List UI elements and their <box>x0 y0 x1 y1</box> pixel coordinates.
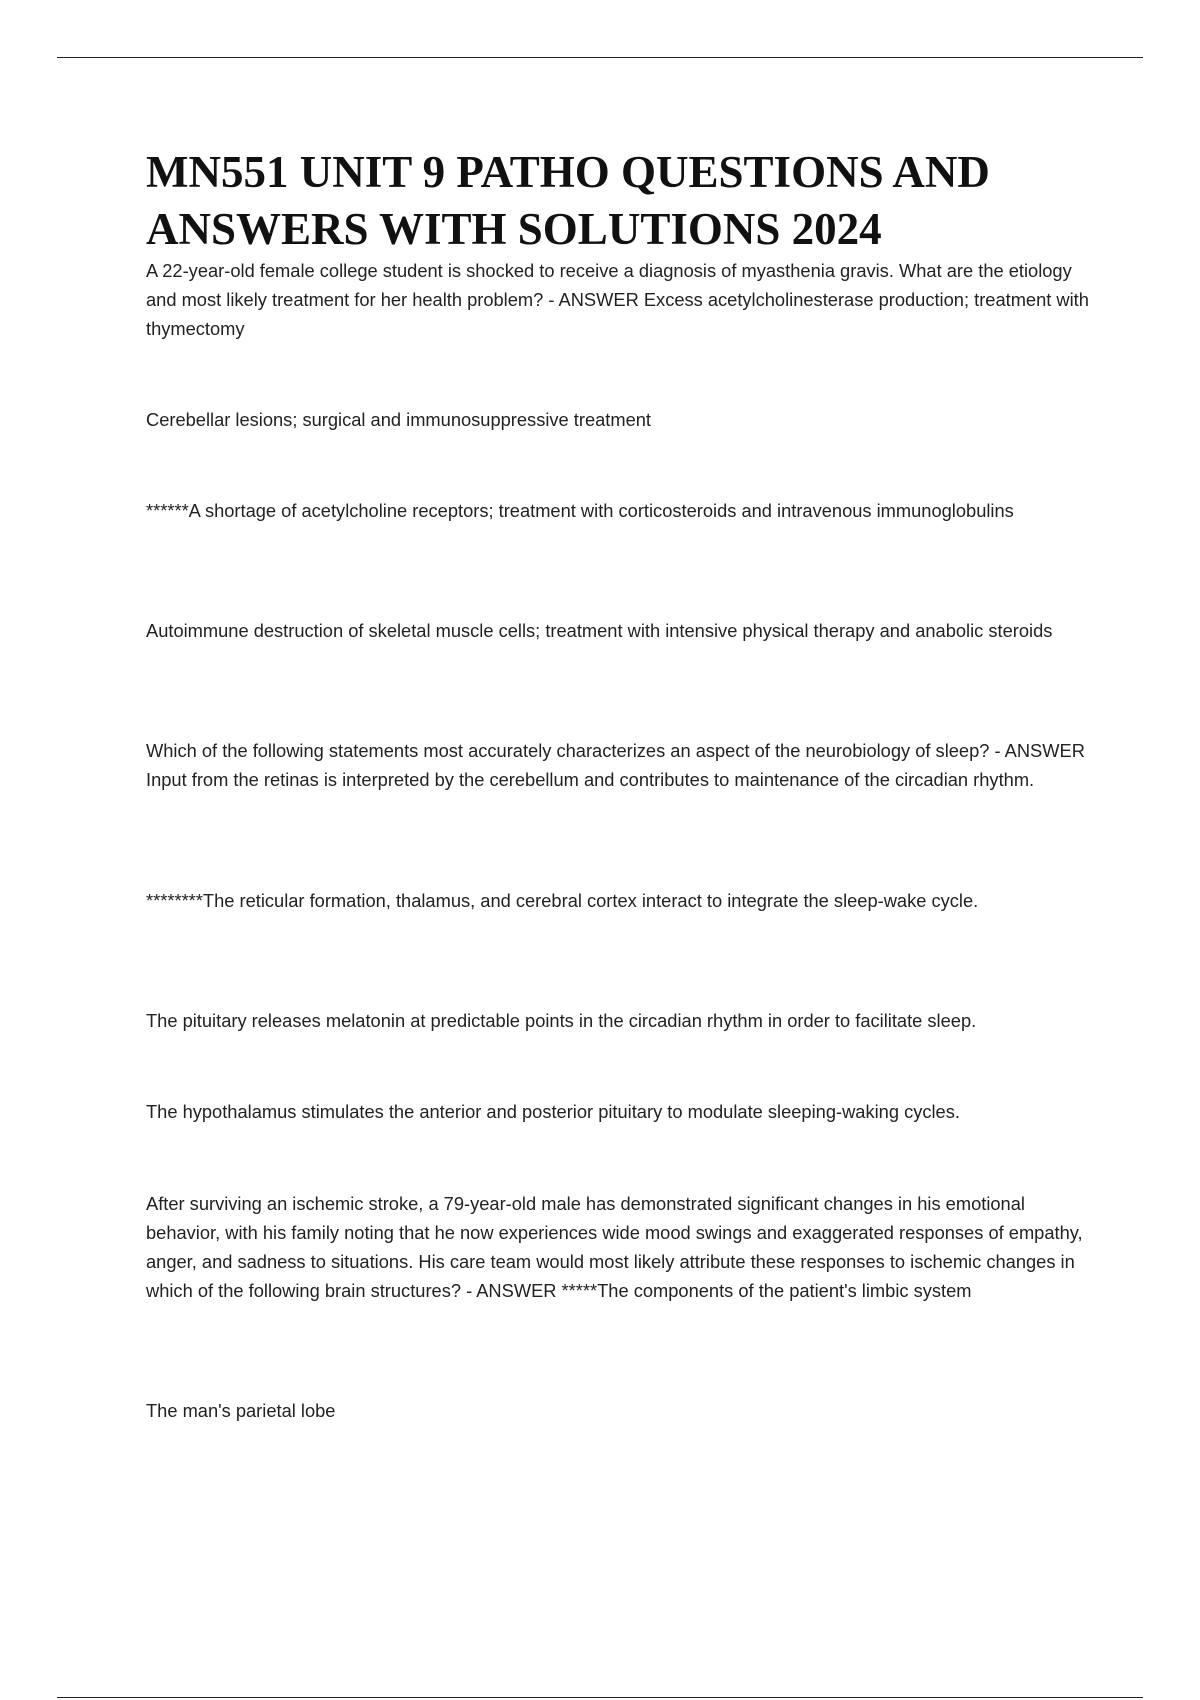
option-3b: The man's parietal lobe <box>146 1400 336 1421</box>
document-title: MN551 UNIT 9 PATHO QUESTIONS AND ANSWERS WITH SOLUTIONS 2024 <box>146 147 990 254</box>
option-1b: Cerebellar lesions; surgical and immunosuppressive treatment <box>146 409 652 430</box>
question-1: A 22-year-old female college student is shocked to receive a diagnosis of myasthenia gravis. What are the etiology and most likely treatment for her health problem? - ANSWER Excess acetylcholinesterase production; treatment with thymectomy <box>146 260 1089 339</box>
question-2: Which of the following statements most accurately characterizes an aspect of the neurobiology of sleep? - ANSWER Input from the retinas is interpreted by the cerebellum and contributes to maintenance of the circadian rhythm. <box>146 740 1085 790</box>
option-1d: Autoimmune destruction of skeletal muscle cells; treatment with intensive physical therapy and anabolic steroids <box>146 620 1053 641</box>
option-2b: ********The reticular formation, thalamus, and cerebral cortex interact to integrate the sleep-wake cycle. <box>146 890 979 911</box>
question-3: After surviving an ischemic stroke, a 79-year-old male has demonstrated significant changes in his emotional behavior, with his family noting that he now experiences wide mood swings and exaggerated responses of empathy, anger, and sadness to situations. His care team would most likely attribute these responses to ischemic changes in which of the following brain structures? - ANSWER *****The components of the patient's limbic system <box>146 1193 1083 1301</box>
bottom-rule <box>57 1697 1143 1698</box>
top-rule <box>57 57 1143 58</box>
option-1c: ******A shortage of acetylcholine receptors; treatment with corticosteroids and intravenous immunoglobulins <box>146 500 1014 521</box>
option-2d: The hypothalamus stimulates the anterior and posterior pituitary to modulate sleeping-waking cycles. <box>146 1101 960 1122</box>
option-2c: The pituitary releases melatonin at predictable points in the circadian rhythm in order to facilitate sleep. <box>146 1010 977 1031</box>
